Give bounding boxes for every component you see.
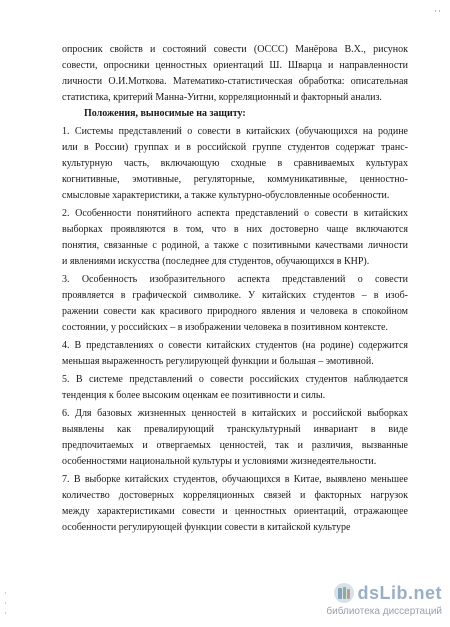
p6-line-4: особенностями национальной культуры и условиями жизнедеятельности. — [62, 456, 377, 467]
intro-line-4: статистика, критерий Манна-Уитни, корреляционный и факторный анализ. — [62, 92, 382, 103]
p3-line-4: состоянии, у российских – в изображении человека в позитивном контексте. — [62, 322, 388, 333]
p4-line-2: меньшая выраженность регулирующей функции и большая – эмотивной. — [62, 356, 374, 367]
p4-line-1: 4. В представлениях о совести китайских студентов (на родине) содержится — [62, 340, 408, 351]
p1-line-3: культурную часть, включающую сходные в сравниваемых культурах — [62, 158, 408, 169]
p3-line-1: 3. Особенность изобразительного аспекта представлений о совести — [62, 274, 408, 285]
p7-line-4: особенности регулирующей функции совести в китайской культуре — [62, 522, 351, 533]
edge-mark: · — [4, 589, 7, 598]
watermark-logo — [333, 581, 443, 605]
p5-line-1: 5. В системе представлений о совести российских студентов наблюдается — [62, 374, 408, 385]
corner-mark: ·· — [434, 6, 442, 16]
p2-line-4: и явлениями искусства (последнее для студентов, обучающихся в КНР). — [62, 256, 370, 267]
section-heading: Положения, выносимые на защиту: — [84, 108, 246, 119]
p1-line-1: 1. Системы представлений о совести в китайских (обучающихся на родине — [62, 126, 408, 137]
edge-mark: · — [4, 609, 7, 618]
p6-line-2: выявлены как превалирующий транскультурный инвариант в виде — [62, 424, 408, 435]
p7-line-3: между характеристиками совести и ценностных ориентаций, отражающее — [62, 506, 408, 517]
p2-line-1: 2. Особенности понятийного аспекта представлений о совести в китайских — [62, 208, 408, 219]
p1-line-4: когнитивные, эмотивные, регуляторные, коммуникативные, ценностно- — [62, 174, 408, 185]
watermark-logo-text: dsLib.net — [357, 582, 442, 603]
p1-line-2: или в России) группах и в российской группе студентов содержат транс- — [62, 142, 408, 153]
p1-line-5: смысловые характеристики, а также культурно-обусловленные особенности. — [62, 190, 390, 201]
p5-line-2: тенденция к более высоким оценкам ее позитивности и силы. — [62, 390, 326, 401]
p3-line-3: ражении совести как красивого природного явления и человека в спокойном — [62, 306, 408, 317]
watermark — [320, 581, 442, 621]
p2-line-2: выборках проявляются в том, что в них достоверно чаще включаются — [62, 224, 408, 235]
p6-line-3: предпочитаемых и отвергаемых ценностей, так и различия, вызванные — [62, 440, 408, 451]
watermark-subtitle: библиотека диссертаций — [326, 606, 442, 617]
edge-mark: · — [4, 599, 7, 608]
p2-line-3: понятия, связанные с родиной, а также с позитивными качествами личности — [62, 240, 408, 251]
p7-line-1: 7. В выборке китайских студентов, обучающихся в Китае, выявлено меньшее — [62, 474, 408, 485]
book-stack-icon — [333, 582, 355, 604]
intro-line-3: личности О.И.Моткова. Математико-статистическая обработка: описательная — [62, 76, 408, 87]
p7-line-2: количество достоверных корреляционных связей и факторных нагрузок — [62, 490, 408, 501]
intro-line-2: совести, опросники ценностных ориентаций Ш. Шварца и направленности — [62, 60, 408, 71]
p6-line-1: 6. Для базовых жизненных ценностей в китайских и российской выборках — [62, 408, 408, 419]
p3-line-2: проявляется в графической символике. У китайских студентов – в изоб- — [62, 290, 408, 301]
intro-line-1: опросник свойств и состояний совести (ОССС) Манёрова В.Х., рисунок — [62, 44, 408, 55]
